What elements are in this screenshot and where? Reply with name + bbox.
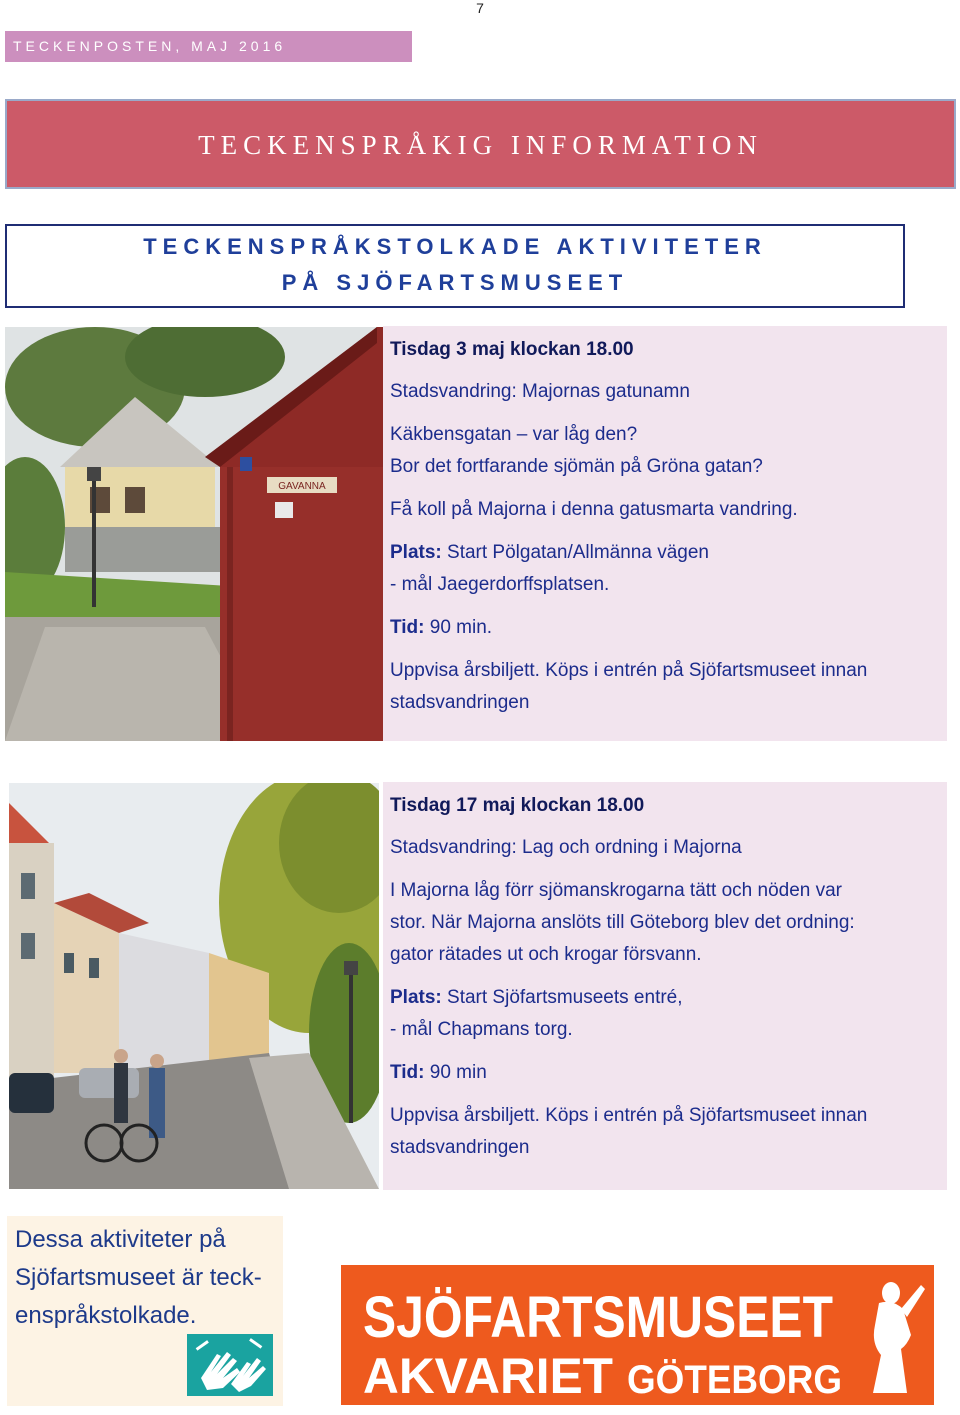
event-1-desc-2: Bor det fortfarande sjömän på Gröna gatan? [390, 456, 763, 477]
event-2-time-label: Tid: [390, 1062, 425, 1083]
sjofartsmuseet-logo [341, 1265, 934, 1405]
activities-heading-line2: PÅ SJÖFARTSMUSEET [281, 270, 629, 295]
street-sign-text: GAVANNA [278, 481, 326, 492]
event-1-desc-3: Få koll på Majorna i denna gatusmarta vandring. [390, 499, 798, 520]
event-2-desc-3: gator rätades ut och krogar försvann. [390, 944, 702, 965]
event-1-place-value: Start Pölgatan/Allmänna vägen [447, 542, 709, 563]
note-line-1: Dessa aktiviteter på [15, 1226, 226, 1253]
event-1-title: Tisdag 3 maj klockan 18.00 [390, 339, 634, 360]
event-2-desc-2: stor. När Majorna anslöts till Göteborg blev det ordning: [390, 912, 855, 933]
event-2-time [390, 1057, 941, 1089]
activities-heading [5, 224, 905, 308]
section-banner: TECKENSPRÅKIG INFORMATION [5, 99, 956, 189]
event-2-subtitle: Stadsvandring: Lag och ordning i Majorna [390, 837, 742, 858]
event-1-ticket-1: Uppvisa årsbiljett. Köps i entrén på Sjöfartsmuseet innan [390, 660, 868, 681]
street-photo-red-house [5, 327, 383, 741]
event-2-ticket-2: stadsvandringen [390, 1137, 530, 1158]
activities-heading-line1: TECKENSPRÅKSTOLKADE AKTIVITETER [143, 234, 767, 259]
note-line-2: Sjöfartsmuseet är teck- [15, 1264, 262, 1291]
event-1-desc-1: Käkbensgatan – var låg den? [390, 424, 638, 445]
logo-line-2a: AKVARIET [363, 1348, 613, 1404]
event-1-ticket-2: stadsvandringen [390, 692, 530, 713]
event-1-subtitle: Stadsvandring: Majornas gatunamn [390, 381, 690, 402]
street-photo-houses [9, 783, 379, 1189]
logo-line-1: SJÖFARTSMUSEET [363, 1285, 833, 1350]
event-2-ticket-1: Uppvisa årsbiljett. Köps i entrén på Sjöfartsmuseet innan [390, 1105, 868, 1126]
event-2-place [390, 982, 941, 1014]
publication-strip: TECKENPOSTEN, MAJ 2016 [5, 31, 412, 62]
event-2-title: Tisdag 17 maj klockan 18.00 [390, 795, 645, 816]
event-1-place-end: - mål Jaegerdorffsplatsen. [390, 574, 610, 595]
event-1-place [390, 537, 941, 569]
event-2-time-value: 90 min [429, 1062, 487, 1083]
logo-line-2b: GÖTEBORG [627, 1358, 861, 1402]
event-1-place-label: Plats: [390, 542, 442, 563]
event-card-2 [383, 782, 947, 1190]
page-number: 7 [476, 0, 484, 16]
event-2-desc-1: I Majorna låg förr sjömanskrogarna tätt och nöden var [390, 880, 843, 901]
event-2-place-end: - mål Chapmans torg. [390, 1019, 573, 1040]
event-1-time [390, 612, 941, 644]
event-2-place-value: Start Sjöfartsmuseets entré, [447, 987, 683, 1008]
event-card-1 [383, 326, 947, 741]
event-2-place-label: Plats: [390, 987, 442, 1008]
sign-language-icon [187, 1334, 273, 1396]
note-line-3: enspråkstolkade. [15, 1302, 197, 1329]
event-1-time-label: Tid: [390, 617, 425, 638]
event-1-time-value: 90 min. [429, 617, 493, 638]
